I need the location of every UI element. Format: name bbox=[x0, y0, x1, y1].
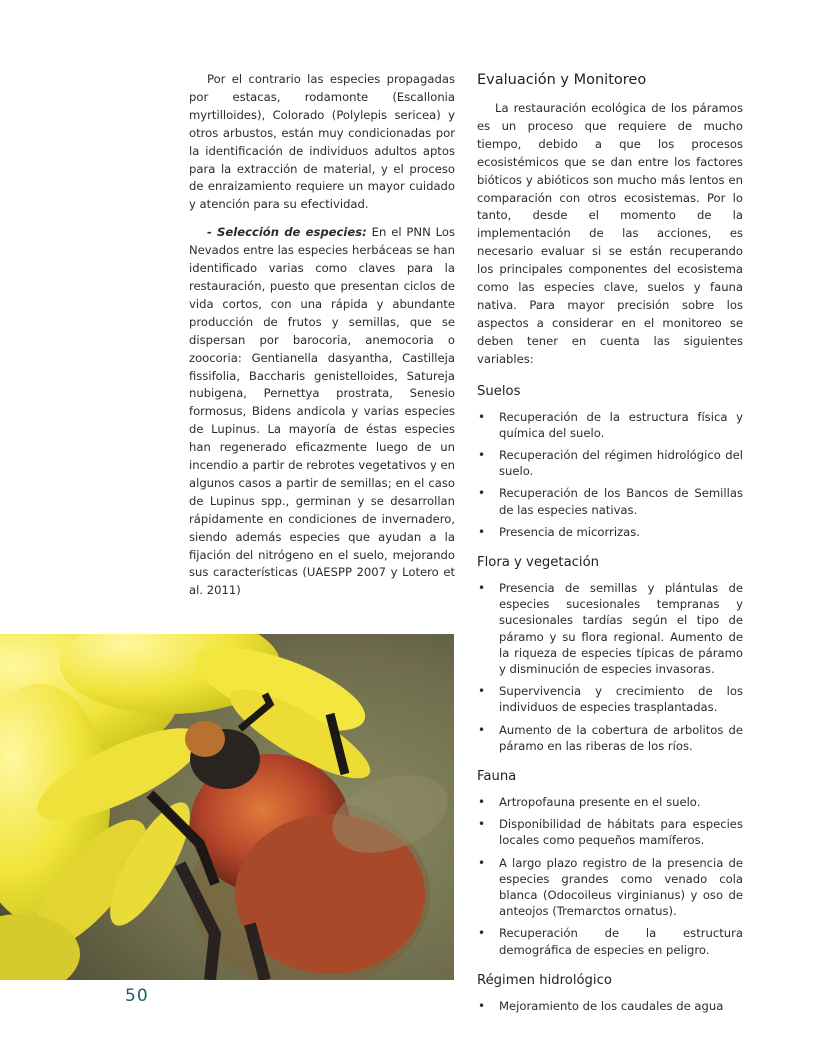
intro-paragraph: La restauración ecológica de los páramos es un proceso que requiere de mucho tiempo, debido a que los procesos ecosistémicos que se dan entre los factores bióticos y abióticos son mucho más lentos en comparación con otros ecosistemas. Por lo tanto, desde el momento de la implementación de las acciones, es necesario evaluar si se están recuperando los principales componentes del ecosistema como las especies clave, suelos y fauna nativa. Para mayor precisión sobre los aspectos a considerar en el monitoreo se deben tener en cuenta las siguientes variables: bbox=[477, 101, 743, 366]
list-regimen bbox=[477, 998, 743, 1014]
species-selection-text: En el PNN Los Nevados entre las especies herbáceas se han identificado varias como claves para la restauración, puesto que presentan ciclos de vida cortos, con una rápida y abundante producción de frutos y semillas, que se dispersan por barocoria, anemocoria o zoocoria: Gentianella dasyantha, Castilleja fissifolia, Baccharis genistelloides, Satureja nubigena, Pernettya prostrata, Senesio formosus, Bidens andicola y varias especies de Lupinus. La mayoría de éstas especies han regenerado eficazmente luego de un incendio a partir de rebrotes vegetativos y en algunos casos a partir de semillas; en el caso de Lupinus spp., germinan y se desarrollan rápidamente en condiciones de invernadero, siendo además especies que ayudan a la fijación del nitrógeno en el suelo, mejorando sus características (UAESPP 2007 y Lotero et al. 2011) bbox=[189, 225, 456, 598]
paragraph-propagation: Por el contrario las especies propagadas por estacas, rodamonte (Escallonia myrtilloides), Colorado (Polylepis sericea) y otros arbustos, están muy condicionadas por la identificación de individuos adultos aptos para la extracción de material, y el proceso de enraizamiento requiere un mayor cuidado y atención para su efectividad. bbox=[189, 72, 455, 212]
list-item: • Recuperación de la estructura demográfica de especies en peligro. bbox=[477, 925, 743, 957]
section-title: Evaluación y Monitoreo bbox=[477, 72, 647, 88]
list-item: • A largo plazo registro de la presencia de especies grandes como venado cola blanca (Odocoileus virginianus) y oso de anteojos (Tremarctos ornatus). bbox=[477, 855, 743, 920]
species-selection-label: - Selección de especies: bbox=[207, 225, 367, 240]
bee-on-flower-photo bbox=[0, 634, 454, 980]
list-item: • Aumento de la cobertura de arbolitos de páramo en las riberas de los ríos. bbox=[477, 722, 743, 754]
list-item: • Presencia de micorrizas. bbox=[477, 524, 743, 540]
list-fauna bbox=[477, 794, 743, 958]
heading-flora: Flora y vegetación bbox=[477, 555, 600, 571]
list-suelos bbox=[477, 409, 743, 540]
list-item: • Artropofauna presente en el suelo. bbox=[477, 794, 743, 810]
list-item: • Recuperación de los Bancos de Semillas de las especies nativas. bbox=[477, 485, 743, 517]
paragraph-species-selection bbox=[189, 224, 455, 600]
left-text-column bbox=[189, 71, 455, 600]
list-item: • Presencia de semillas y plántulas de especies sucesionales tempranas y sucesionales tardías según el tipo de páramo y su flora regional. Aumento de la riqueza de especies típicas de páramo y disminución de especies invasoras. bbox=[477, 580, 743, 677]
list-flora bbox=[477, 580, 743, 754]
list-item: • Recuperación del régimen hidrológico del suelo. bbox=[477, 447, 743, 479]
list-item: • Mejoramiento de los caudales de agua bbox=[477, 998, 743, 1014]
list-item: • Supervivencia y crecimiento de los individuos de especies trasplantadas. bbox=[477, 683, 743, 715]
right-text-column bbox=[477, 70, 743, 1028]
heading-suelos: Suelos bbox=[477, 383, 521, 399]
page-number: 50 bbox=[125, 986, 149, 1006]
list-item: • Disponibilidad de hábitats para especies locales como pequeños mamíferos. bbox=[477, 816, 743, 848]
heading-regimen-hidrologico: Régimen hidrológico bbox=[477, 972, 612, 988]
heading-fauna: Fauna bbox=[477, 769, 517, 785]
list-item: • Recuperación de la estructura física y química del suelo. bbox=[477, 409, 743, 441]
